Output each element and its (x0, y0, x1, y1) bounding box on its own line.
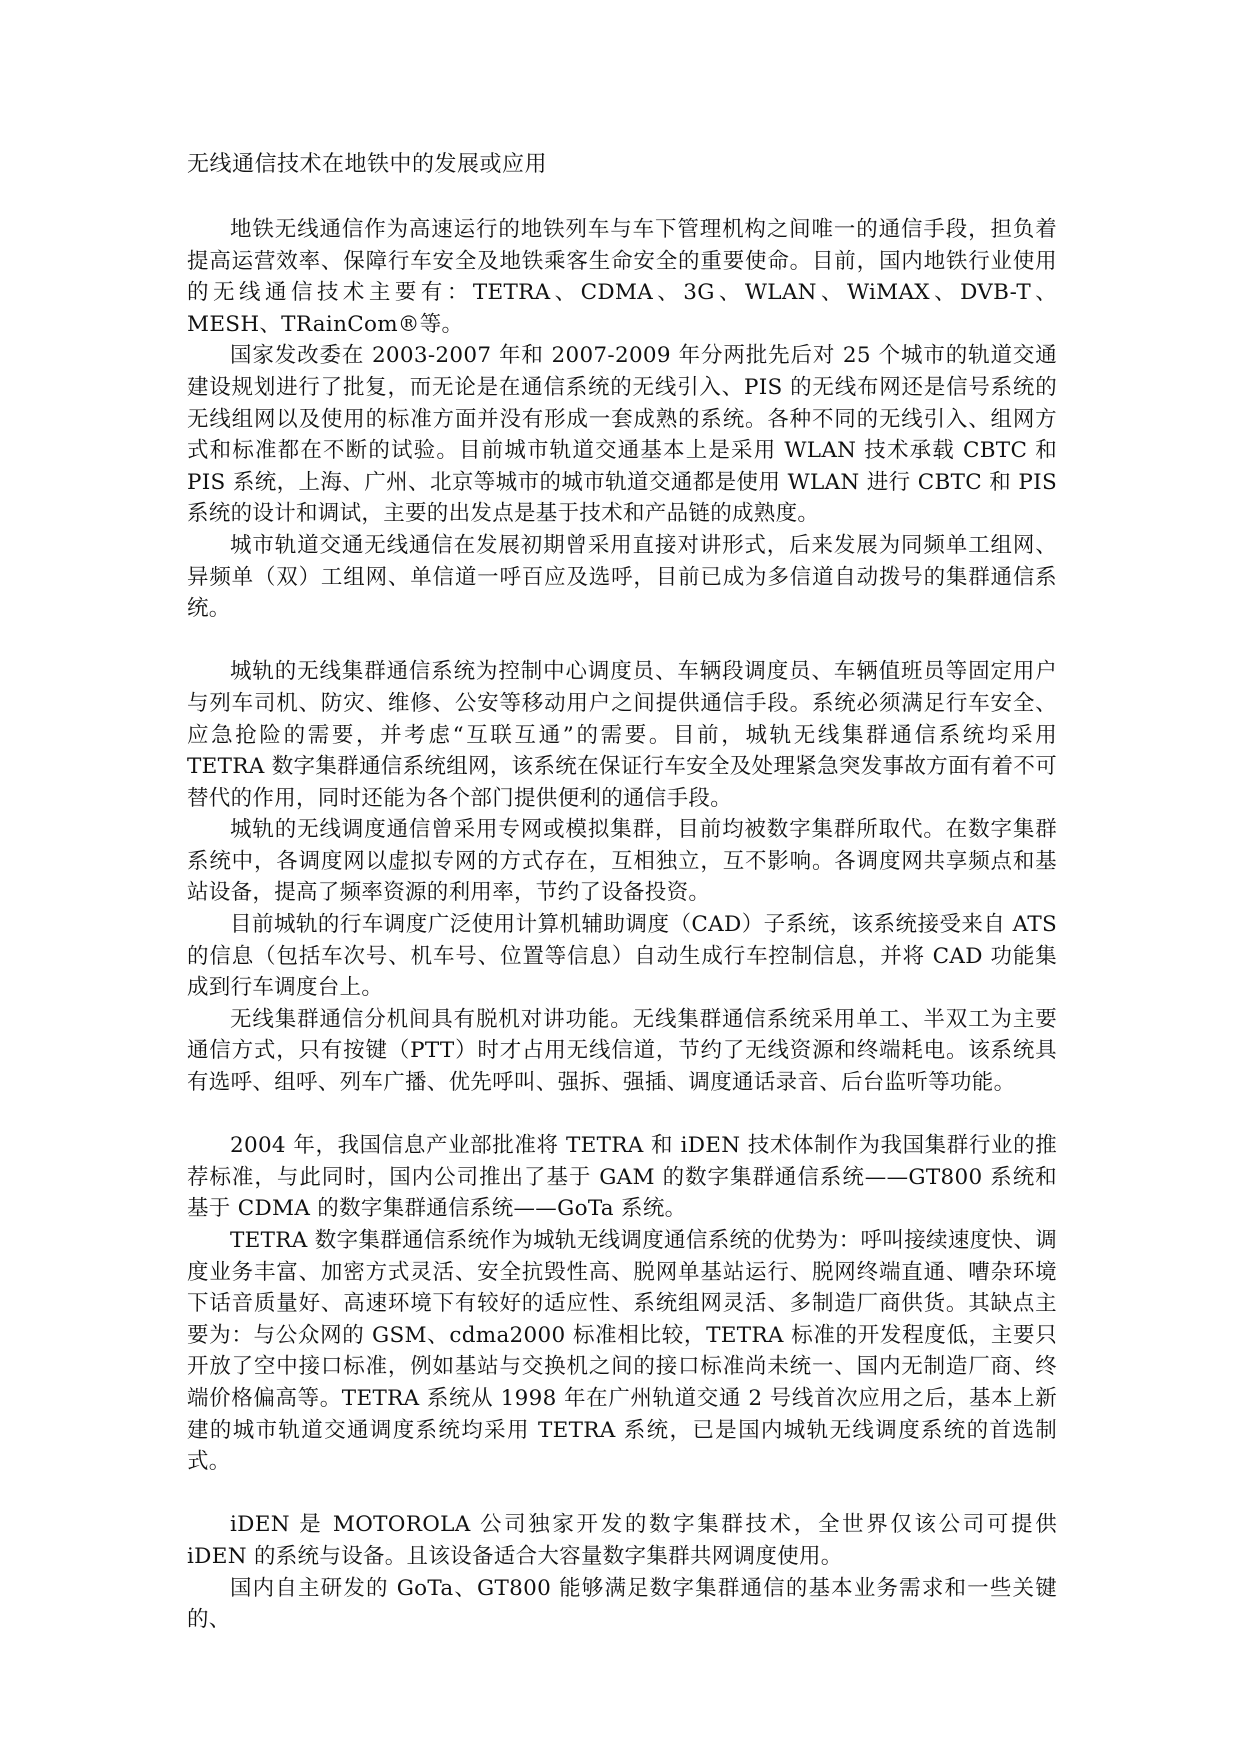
document-title: 无线通信技术在地铁中的发展或应用 (187, 152, 548, 177)
paragraph-spacer (187, 1478, 1057, 1510)
paragraph-spacer (187, 1099, 1057, 1131)
paragraph-gota-gt800: 国内自主研发的 GoTa、GT800 能够满足数字集群通信的基本业务需求和一些关键的、 (187, 1575, 1057, 1633)
paragraph-2004-standards: 2004 年，我国信息产业部批准将 TETRA 和 iDEN 技术体制作为我国集群行业的推荐标准，与此同时，国内公司推出了基于 GAM 的数字集群通信系统——GT800 系统和基于 CDMA 的数字集群通信系统——GoTa 系统。 (187, 1133, 1057, 1222)
paragraph-handset-functions: 无线集群通信分机间具有脱机对讲功能。无线集群通信系统采用单工、半双工为主要通信方式，只有按键（PTT）时才占用无线信道，节约了无线资源和终端耗电。该系统具有选呼、组呼、列车广播、优先呼叫、强拆、强插、调度通话录音、后台监听等功能。 (187, 1006, 1057, 1096)
paragraph-trunking-system: 城轨的无线集群通信系统为控制中心调度员、车辆段调度员、车辆值班员等固定用户与列车司机、防灾、维修、公安等移动用户之间提供通信手段。系统必须满足行车安全、应急抢险的需要，并考虑“互联互通”的需要。目前，城轨无线集群通信系统均采用 TETRA 数字集群通信系统组网，该系统在保证行车安全及处理紧急突发事故方面有着不可替代的作用，同时还能为各个部门提供便利的通信手段。 (187, 659, 1057, 811)
paragraph-cad-subsystem: 目前城轨的行车调度广泛使用计算机辅助调度（CAD）子系统，该系统接受来自 ATS 的信息（包括车次号、机车号、位置等信息）自动生成行车控制信息，并将 CAD 功能集成到行车调度台上。 (187, 912, 1057, 1001)
paragraph-early-development: 城市轨道交通无线通信在发展初期曾采用直接对讲形式，后来发展为同频单工组网、异频单（双）工组网、单信道一呼百应及选呼，目前已成为多信道自动拨号的集群通信系统。 (187, 532, 1057, 622)
document-body (187, 214, 1057, 1636)
paragraph-tetra-advantages: TETRA 数字集群通信系统作为城轨无线调度通信系统的优势为：呼叫接续速度快、调度业务丰富、加密方式灵活、安全抗毁性高、脱网单基站运行、脱网终端直通、嘈杂环境下话音质量好、高速环境下有较好的适应性、系统组网灵活、多制造厂商供货。其缺点主要为：与公众网的 GSM、cdma2000 标准相比较，TETRA 标准的开发程度低，主要只开放了空中接口标准，例如基站与交换机之间的接口标准尚未统一、国内无制造厂商、终端价格偏高等。TETRA 系统从 1998 年在广州轨道交通 2 号线首次应用之后，基本上新建的城市轨道交通调度系统均采用 TETRA 系统，已是国内城轨无线调度系统的首选制式。 (187, 1228, 1057, 1475)
paragraph-iden: iDEN 是 MOTOROLA 公司独家开发的数字集群技术，全世界仅该公司可提供 iDEN 的系统与设备。且该设备适合大容量数字集群共网调度使用。 (187, 1512, 1057, 1569)
paragraph-ndrc-approval: 国家发改委在 2003-2007 年和 2007-2009 年分两批先后对 25 个城市的轨道交通建设规划进行了批复，而无论是在通信系统的无线引入、PIS 的无线布网还是信号系统的无线组网以及使用的标准方面并没有形成一套成熟的系统。各种不同的无线引入、组网方式和标准都在不断的试验。目前城市轨道交通基本上是采用 WLAN 技术承载 CBTC 和 PIS 系统，上海、广州、北京等城市的城市轨道交通都是使用 WLAN 进行 CBTC 和 PIS 系统的设计和调试，主要的出发点是基于技术和产品链的成熟度。 (187, 343, 1057, 527)
paragraph-dispatch-network: 城轨的无线调度通信曾采用专网或模拟集群，目前均被数字集群所取代。在数字集群系统中，各调度网以虚拟专网的方式存在，互相独立，互不影响。各调度网共享频点和基站设备，提高了频率资源的利用率，节约了设备投资。 (187, 817, 1057, 906)
paragraph-intro: 地铁无线通信作为高速运行的地铁列车与车下管理机构之间唯一的通信手段，担负着提高运营效率、保障行车安全及地铁乘客生命安全的重要使命。目前，国内地铁行业使用的无线通信技术主要有：TETRA、CDMA、3G、WLAN、WiMAX、DVB-T、MESH、TRainCom®等。 (187, 217, 1057, 337)
paragraph-spacer (187, 625, 1057, 657)
